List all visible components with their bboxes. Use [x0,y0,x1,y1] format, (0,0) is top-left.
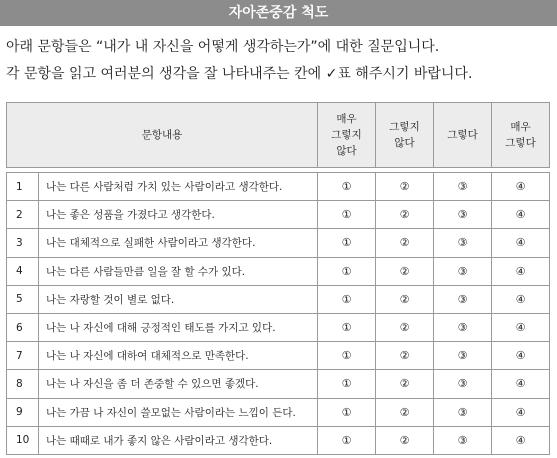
header-item: 문항내용 [7,103,318,168]
header-option-4: 매우 그렇다 [492,103,550,168]
table-row [7,426,550,454]
option-2-choice[interactable]: ② [376,285,434,313]
self-esteem-scale-table [6,102,550,455]
table-header-row [7,103,550,168]
item-number: 2 [7,201,39,229]
option-4-choice[interactable]: ④ [492,342,550,370]
item-number: 9 [7,398,39,426]
option-1-choice[interactable]: ① [318,426,376,454]
option-3-choice[interactable]: ③ [434,201,492,229]
option-4-choice[interactable]: ④ [492,257,550,285]
item-text: 나는 대체적으로 실패한 사람이라고 생각한다. [39,229,318,257]
option-4-choice[interactable]: ④ [492,313,550,341]
item-number: 4 [7,257,39,285]
item-text: 나는 자랑할 것이 별로 없다. [39,285,318,313]
table-row [7,257,550,285]
item-number: 8 [7,370,39,398]
header-option-1: 매우 그렇지 않다 [318,103,376,168]
item-text: 나는 나 자신에 대해 긍정적인 태도를 가지고 있다. [39,313,318,341]
option-1-choice[interactable]: ① [318,257,376,285]
option-4-choice[interactable]: ④ [492,173,550,201]
page-title: 자아존중감 척도 [0,0,557,26]
header-option-2: 그렇지 않다 [376,103,434,168]
option-1-choice[interactable]: ① [318,398,376,426]
table-row [7,229,550,257]
option-1-choice[interactable]: ① [318,285,376,313]
option-2-choice[interactable]: ② [376,173,434,201]
header-option-3: 그렇다 [434,103,492,168]
option-1-choice[interactable]: ① [318,313,376,341]
option-3-choice[interactable]: ③ [434,426,492,454]
option-2-choice[interactable]: ② [376,426,434,454]
item-number: 5 [7,285,39,313]
item-text: 나는 때때로 내가 좋지 않은 사람이라고 생각한다. [39,426,318,454]
option-2-choice[interactable]: ② [376,201,434,229]
item-number: 3 [7,229,39,257]
item-text: 나는 가끔 나 자신이 쓸모없는 사람이라는 느낌이 든다. [39,398,318,426]
table-row [7,201,550,229]
option-4-choice[interactable]: ④ [492,370,550,398]
option-3-choice[interactable]: ③ [434,313,492,341]
option-2-choice[interactable]: ② [376,370,434,398]
option-3-choice[interactable]: ③ [434,398,492,426]
option-1-choice[interactable]: ① [318,342,376,370]
item-text: 나는 나 자신에 대하여 대체적으로 만족한다. [39,342,318,370]
option-2-choice[interactable]: ② [376,229,434,257]
option-2-choice[interactable]: ② [376,257,434,285]
option-1-choice[interactable]: ① [318,201,376,229]
option-3-choice[interactable]: ③ [434,342,492,370]
option-4-choice[interactable]: ④ [492,229,550,257]
option-2-choice[interactable]: ② [376,398,434,426]
option-1-choice[interactable]: ① [318,370,376,398]
item-number: 1 [7,173,39,201]
item-text: 나는 좋은 성품을 가졌다고 생각한다. [39,201,318,229]
item-number: 10 [7,426,39,454]
option-2-choice[interactable]: ② [376,342,434,370]
table-row [7,370,550,398]
option-4-choice[interactable]: ④ [492,201,550,229]
item-number: 7 [7,342,39,370]
option-3-choice[interactable]: ③ [434,370,492,398]
item-text: 나는 나 자신을 좀 더 존중할 수 있으면 좋겠다. [39,370,318,398]
table-row [7,313,550,341]
option-4-choice[interactable]: ④ [492,426,550,454]
option-4-choice[interactable]: ④ [492,398,550,426]
table-row [7,342,550,370]
instruction-line-1: 아래 문항들은 “내가 내 자신을 어떻게 생각하는가”에 대한 질문입니다. [6,39,440,55]
table-row [7,398,550,426]
option-3-choice[interactable]: ③ [434,285,492,313]
option-3-choice[interactable]: ③ [434,257,492,285]
instruction-line-2: 각 문항을 읽고 여러분의 생각을 잘 나타내주는 칸에 ✓표 해주시기 바랍니다. [6,66,473,82]
option-1-choice[interactable]: ① [318,229,376,257]
item-text: 나는 다른 사람처럼 가치 있는 사람이라고 생각한다. [39,173,318,201]
option-1-choice[interactable]: ① [318,173,376,201]
option-3-choice[interactable]: ③ [434,173,492,201]
table-body [7,168,550,455]
table-row [7,285,550,313]
item-text: 나는 다른 사람들만큼 일을 잘 할 수가 있다. [39,257,318,285]
option-4-choice[interactable]: ④ [492,285,550,313]
option-3-choice[interactable]: ③ [434,229,492,257]
option-2-choice[interactable]: ② [376,313,434,341]
table-row [7,173,550,201]
item-number: 6 [7,313,39,341]
